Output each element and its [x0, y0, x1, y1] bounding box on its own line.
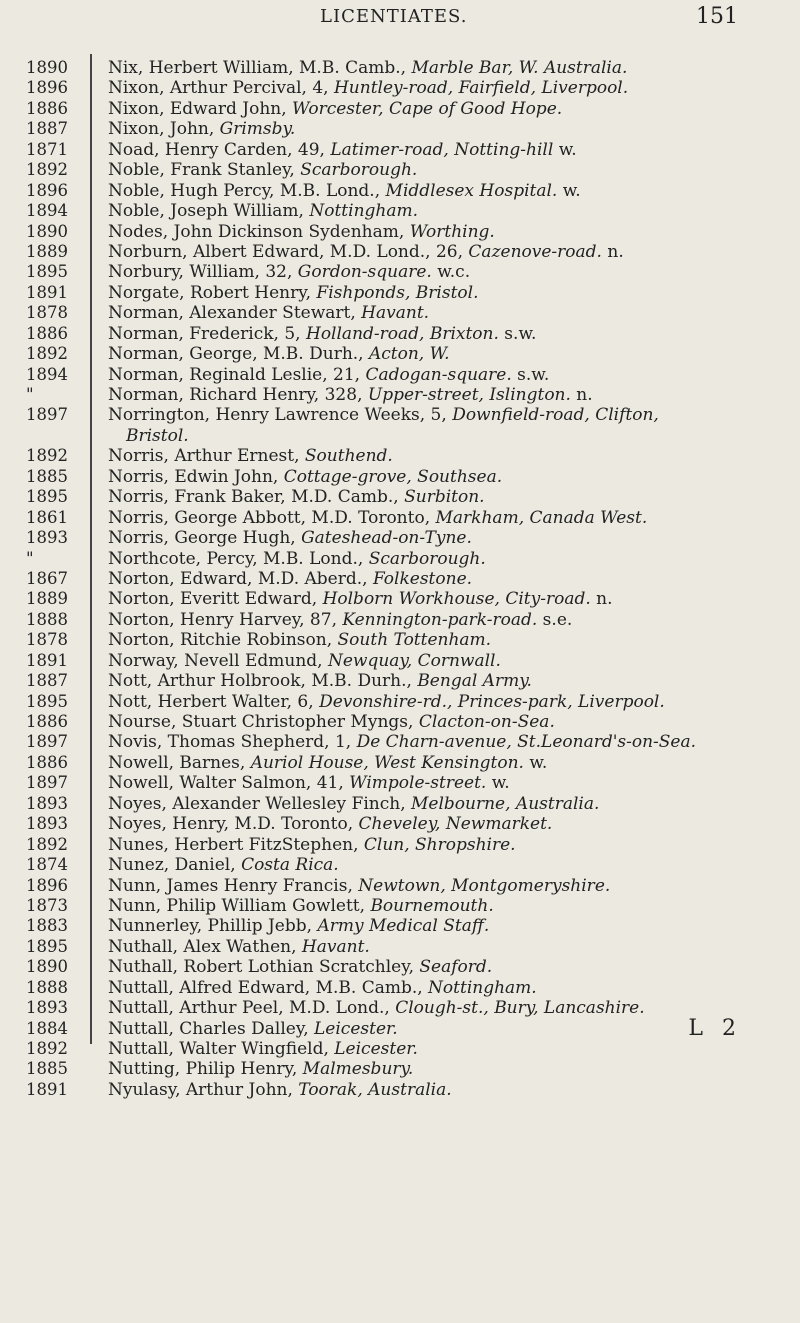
list-item	[108, 160, 788, 180]
list-item	[108, 630, 788, 650]
entry-name: Norbury, William, 32,	[108, 262, 298, 283]
list-item	[108, 78, 788, 98]
entry-year: 1892	[26, 160, 68, 180]
entry-name: Northcote, Percy, M.B. Lond.,	[108, 548, 369, 569]
entry-address: Worcester, Cape of Good Hope.	[292, 98, 563, 119]
entry-address-continued: Bristol.	[126, 425, 189, 446]
entry-address: Downfield-road, Clifton,	[452, 405, 659, 426]
entry-year: 1894	[26, 201, 68, 221]
entry-address: Cottage-grove, Southsea.	[283, 466, 503, 487]
list-item	[108, 1059, 788, 1079]
entry-year: 1871	[26, 139, 68, 159]
entry-name: Norman, Frederick, 5,	[108, 323, 306, 344]
entry-address: Malmesbury.	[302, 1059, 414, 1080]
entry-name: Norton, Henry Harvey, 87,	[108, 609, 343, 630]
entry-year: 1887	[26, 119, 68, 139]
entry-year: 1886	[26, 712, 68, 732]
entry-year: 1874	[26, 855, 68, 875]
list-item	[108, 140, 788, 160]
entry-district: s.w.	[511, 364, 550, 385]
entry-year: 1891	[26, 1079, 68, 1099]
list-item	[108, 344, 788, 364]
entry-name: Norman, Alexander Stewart,	[108, 303, 362, 324]
list-item	[108, 1080, 788, 1100]
list-item	[108, 937, 788, 957]
entry-address: Newtown, Montgomeryshire.	[358, 875, 611, 896]
column-divider	[90, 54, 92, 1044]
entry-address: Scarborough.	[368, 548, 486, 569]
entry-name: Noad, Henry Carden, 49,	[108, 139, 331, 160]
entry-year: 1885	[26, 1059, 68, 1079]
entry-name: Noble, Frank Stanley,	[108, 160, 301, 181]
entry-name: Norman, Reginald Leslie, 21,	[108, 364, 366, 385]
entry-year: 1890	[26, 221, 68, 241]
list-item	[108, 119, 788, 139]
entry-address: South Tottenham.	[337, 630, 492, 651]
entry-year: 1889	[26, 589, 68, 609]
year-column	[26, 58, 86, 1100]
list-item	[108, 405, 788, 446]
entry-name: Norton, Ritchie Robinson,	[108, 630, 338, 651]
list-item	[108, 385, 788, 405]
list-item	[108, 324, 788, 344]
entry-name: Norris, George Abbott, M.D. Toronto,	[108, 507, 436, 528]
entry-district: n.	[590, 589, 613, 610]
entry-address: Clacton-on-Sea.	[418, 712, 555, 733]
entry-district: w.	[486, 773, 510, 794]
entry-year: "	[26, 548, 34, 568]
entry-district: w.	[553, 139, 577, 160]
entry-name: Nuttall, Arthur Peel, M.D. Lond.,	[108, 998, 396, 1019]
entry-address: Havant.	[301, 936, 370, 957]
list-item	[108, 855, 788, 875]
list-item	[108, 528, 788, 548]
list-item	[108, 651, 788, 671]
entry-address: Havant.	[361, 303, 430, 324]
entry-name: Nixon, John,	[108, 119, 220, 140]
entry-address: Latimer-road, Notting-hill	[330, 139, 554, 160]
entry-year: 1896	[26, 78, 68, 98]
entry-address: Worthing.	[409, 221, 495, 242]
entry-address: Marble Bar, W. Australia.	[411, 58, 628, 78]
entry-address: Huntley-road, Fairfield, Liverpool.	[333, 78, 629, 99]
signature-mark: L 2	[688, 1016, 742, 1041]
entry-district: w.	[523, 752, 548, 773]
list-item	[108, 303, 788, 323]
entry-name: Nunn, James Henry Francis,	[108, 875, 359, 896]
list-item	[108, 487, 788, 507]
entry-name: Nourse, Stuart Christopher Myngs,	[108, 712, 419, 733]
entry-address: Newquay, Cornwall.	[327, 650, 501, 671]
list-item	[108, 242, 788, 262]
page-number: 151	[696, 4, 738, 29]
entry-address: Scarborough.	[300, 160, 418, 181]
entry-district: w.c.	[431, 262, 471, 283]
entry-year: 1895	[26, 936, 68, 956]
entry-name: Nunnerley, Phillip Jebb,	[108, 916, 318, 937]
entry-year: 1886	[26, 752, 68, 772]
entry-address: Auriol House, West Kensington.	[250, 752, 524, 773]
list-item	[108, 222, 788, 242]
entry-address: Nottingham.	[428, 977, 537, 998]
entry-address: Surbiton.	[404, 487, 485, 508]
entry-year: 1892	[26, 446, 68, 466]
entry-address: Nottingham.	[309, 201, 419, 222]
entry-name: Nott, Herbert Walter, 6,	[108, 691, 320, 712]
entry-address: Devonshire-rd., Princes-park, Liverpool.	[319, 691, 665, 712]
entry-address: Army Medical Staff.	[317, 916, 490, 937]
entry-year: 1897	[26, 405, 68, 425]
entry-name: Nixon, Arthur Percival, 4,	[108, 78, 334, 99]
entry-name: Norton, Everitt Edward,	[108, 589, 323, 610]
entry-address: Holborn Workhouse, City-road.	[322, 589, 591, 610]
entry-year: 1896	[26, 180, 68, 200]
entry-name: Nuttall, Charles Dalley,	[108, 1018, 315, 1039]
list-item	[108, 916, 788, 936]
entry-name: Norrington, Henry Lawrence Weeks, 5,	[108, 405, 453, 426]
entry-name: Nodes, John Dickinson Sydenham,	[108, 221, 410, 242]
entry-name: Nix, Herbert William, M.B. Camb.,	[108, 58, 412, 78]
list-item	[108, 1019, 788, 1039]
entry-year: 1888	[26, 977, 68, 997]
entry-name: Norton, Edward, M.D. Aberd.,	[108, 568, 373, 589]
page-header	[0, 6, 800, 40]
running-title: LICENTIATES.	[320, 6, 468, 27]
entry-address: Markham, Canada West.	[435, 507, 648, 528]
entry-district: w.	[557, 180, 581, 201]
entry-year: 1895	[26, 262, 68, 282]
entry-name: Nowell, Walter Salmon, 41,	[108, 773, 350, 794]
list-item	[108, 773, 788, 793]
entry-year: 1892	[26, 1039, 68, 1059]
list-item	[108, 569, 788, 589]
entry-list	[108, 58, 788, 1100]
entry-year: 1884	[26, 1018, 68, 1038]
entry-year: 1861	[26, 507, 68, 527]
entry-address: Bournemouth.	[370, 895, 494, 916]
entry-name: Norris, Arthur Ernest,	[108, 446, 305, 467]
entry-address: Leicester.	[334, 1039, 418, 1060]
entry-year: 1897	[26, 732, 68, 752]
list-item	[108, 610, 788, 630]
list-item	[108, 1039, 788, 1059]
entry-year: 1889	[26, 241, 68, 261]
entry-year: 1893	[26, 528, 68, 548]
entry-year: 1886	[26, 98, 68, 118]
entry-address: Folkestone.	[372, 568, 473, 589]
entry-year: 1885	[26, 466, 68, 486]
list-item	[108, 283, 788, 303]
entry-name: Nunn, Philip William Gowlett,	[108, 895, 371, 916]
entry-year: 1895	[26, 487, 68, 507]
list-item	[108, 365, 788, 385]
entry-name: Noyes, Alexander Wellesley Finch,	[108, 793, 411, 814]
entry-year: 1890	[26, 957, 68, 977]
entry-name: Norris, Edwin John,	[108, 466, 284, 487]
entry-address: Cadogan-square.	[365, 364, 512, 385]
entry-name: Norburn, Albert Edward, M.D. Lond., 26,	[108, 241, 469, 262]
entry-year: 1893	[26, 998, 68, 1018]
entry-district: n.	[601, 241, 624, 262]
entry-address: Toorak, Australia.	[298, 1079, 452, 1100]
entry-year: 1890	[26, 58, 68, 77]
entry-address: Costa Rica.	[241, 855, 339, 876]
list-item	[108, 589, 788, 609]
entry-address: Fishponds, Bristol.	[316, 282, 479, 303]
list-item	[108, 753, 788, 773]
entry-year: 1893	[26, 814, 68, 834]
entry-name: Nyulasy, Arthur John,	[108, 1079, 299, 1100]
entry-year: 1897	[26, 773, 68, 793]
entry-year: 1892	[26, 344, 68, 364]
entry-name: Nixon, Edward John,	[108, 98, 293, 119]
entry-name: Nutting, Philip Henry,	[108, 1059, 303, 1080]
list-item	[108, 957, 788, 977]
list-item	[108, 99, 788, 119]
entry-district: s.e.	[537, 609, 573, 630]
entry-name: Norman, George, M.B. Durh.,	[108, 344, 369, 365]
entry-name: Noyes, Henry, M.D. Toronto,	[108, 814, 359, 835]
entry-address: Bengal Army.	[417, 671, 532, 692]
entry-year: 1867	[26, 568, 68, 588]
entry-name: Norman, Richard Henry, 328,	[108, 385, 368, 405]
list-item	[108, 549, 788, 569]
entry-name: Norway, Nevell Edmund,	[108, 650, 328, 671]
entry-name: Norris, Frank Baker, M.D. Camb.,	[108, 487, 405, 508]
entry-name: Norgate, Robert Henry,	[108, 282, 317, 303]
list-item	[108, 712, 788, 732]
list-item	[108, 732, 788, 752]
entry-year: 1891	[26, 650, 68, 670]
entry-address: Gordon-square.	[297, 262, 432, 283]
entry-address: Southend.	[304, 446, 393, 467]
entry-address: De Charn-avenue, St.Leonard's-on-Sea.	[356, 732, 697, 753]
entry-address: Cheveley, Newmarket.	[358, 814, 553, 835]
entry-district: s.w.	[498, 323, 537, 344]
list-item	[108, 671, 788, 691]
entry-address: Upper-street, Islington.	[367, 385, 571, 405]
list-item	[108, 201, 788, 221]
list-item	[108, 998, 788, 1018]
entry-year: 1893	[26, 793, 68, 813]
list-item	[108, 467, 788, 487]
entry-year: 1886	[26, 323, 68, 343]
entry-address: Wimpole-street.	[349, 773, 487, 794]
entry-name: Nuthall, Alex Wathen,	[108, 936, 302, 957]
entry-year: 1892	[26, 834, 68, 854]
entry-address: Clun, Shropshire.	[363, 834, 516, 855]
entry-name: Noble, Joseph William,	[108, 201, 310, 222]
list-item	[108, 978, 788, 998]
list-item	[108, 262, 788, 282]
entry-name: Nuttall, Walter Wingfield,	[108, 1039, 335, 1060]
list-item	[108, 835, 788, 855]
entry-name: Nowell, Barnes,	[108, 752, 251, 773]
entry-year: "	[26, 385, 34, 404]
entry-address: Kennington-park-road.	[342, 609, 538, 630]
list-item	[108, 814, 788, 834]
entry-name: Novis, Thomas Shepherd, 1,	[108, 732, 357, 753]
entry-address: Clough-st., Bury, Lancashire.	[395, 998, 645, 1019]
list-item	[108, 508, 788, 528]
entry-year: 1895	[26, 691, 68, 711]
list-item	[108, 181, 788, 201]
entry-name: Noble, Hugh Percy, M.B. Lond.,	[108, 180, 386, 201]
entry-name: Nuthall, Robert Lothian Scratchley,	[108, 957, 420, 978]
entry-address: Holland-road, Brixton.	[306, 323, 499, 344]
entry-address: Cazenove-road.	[468, 241, 602, 262]
list-item	[108, 692, 788, 712]
entry-district: n.	[570, 385, 593, 405]
entry-name: Norris, George Hugh,	[108, 528, 302, 549]
entry-year: 1873	[26, 895, 68, 915]
list-item	[108, 58, 788, 78]
list-item	[108, 896, 788, 916]
entry-year: 1887	[26, 671, 68, 691]
entry-year: 1891	[26, 282, 68, 302]
entry-address: Seaford.	[419, 957, 493, 978]
list-item	[108, 876, 788, 896]
list-item	[108, 794, 788, 814]
entry-year: 1894	[26, 364, 68, 384]
entry-year: 1878	[26, 630, 68, 650]
entry-year: 1878	[26, 303, 68, 323]
entry-address: Acton, W.	[368, 344, 450, 365]
entry-address: Middlesex Hospital.	[385, 180, 558, 201]
entry-name: Nunes, Herbert FitzStephen,	[108, 834, 364, 855]
entry-year: 1888	[26, 609, 68, 629]
entry-year: 1883	[26, 916, 68, 936]
entry-address: Grimsby.	[219, 119, 296, 140]
entry-address: Leicester.	[314, 1018, 398, 1039]
entry-address: Gateshead-on-Tyne.	[301, 528, 472, 549]
entry-name: Nott, Arthur Holbrook, M.B. Durh.,	[108, 671, 418, 692]
entry-year: 1896	[26, 875, 68, 895]
entry-name: Nuttall, Alfred Edward, M.B. Camb.,	[108, 977, 429, 998]
list-item	[108, 446, 788, 466]
entry-name: Nunez, Daniel,	[108, 855, 242, 876]
entry-address: Melbourne, Australia.	[411, 793, 600, 814]
